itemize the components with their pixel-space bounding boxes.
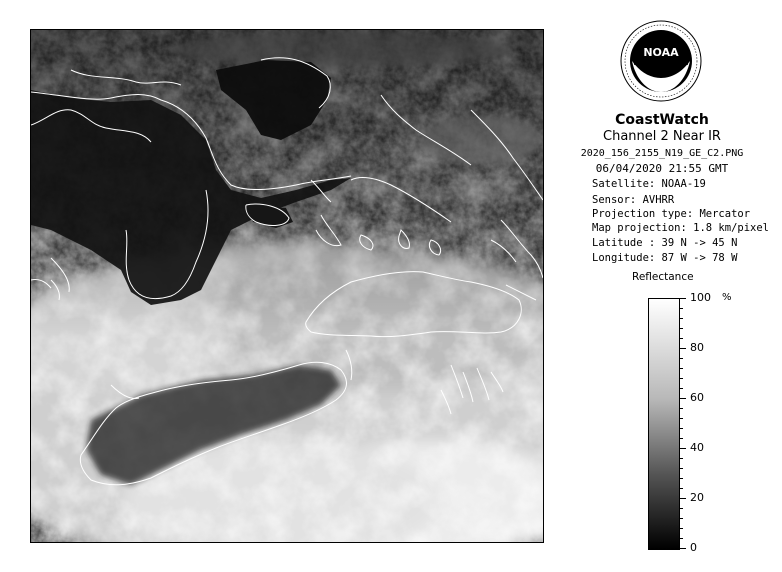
minor-tick	[680, 528, 683, 529]
minor-tick	[680, 508, 683, 509]
tick-label-20: 20	[690, 491, 704, 504]
minor-tick	[680, 338, 683, 339]
minor-tick	[680, 388, 683, 389]
tick-100	[680, 298, 686, 299]
minor-tick	[680, 428, 683, 429]
colorbar	[648, 298, 680, 550]
tick-60	[680, 398, 686, 399]
longitude-label: Longitude: 87 W -> 78 W	[592, 252, 738, 264]
minor-tick	[680, 438, 683, 439]
minor-tick	[680, 318, 683, 319]
satellite-image-svg	[31, 30, 543, 542]
brand-title: CoastWatch	[615, 112, 709, 128]
datetime-label: 06/04/2020 21:55 GMT	[595, 162, 729, 175]
minor-tick	[680, 538, 683, 539]
tick-20	[680, 498, 686, 499]
minor-tick	[680, 328, 683, 329]
filename-label: 2020_156_2155_N19_GE_C2.PNG	[580, 148, 744, 159]
minor-tick	[680, 308, 683, 309]
satellite-image	[30, 29, 544, 543]
tick-0	[680, 548, 686, 549]
tick-40	[680, 448, 686, 449]
minor-tick	[680, 408, 683, 409]
minor-tick	[680, 468, 683, 469]
tick-label-80: 80	[690, 341, 704, 354]
minor-tick	[680, 378, 683, 379]
latitude-label: Latitude : 39 N -> 45 N	[592, 237, 738, 249]
tick-80	[680, 348, 686, 349]
minor-tick	[680, 478, 683, 479]
tick-label-40: 40	[690, 441, 704, 454]
satellite-label: Satellite: NOAA-19	[592, 178, 706, 190]
tick-label-60: 60	[690, 391, 704, 404]
minor-tick	[680, 368, 683, 369]
projection-label: Projection type: Mercator	[592, 208, 751, 220]
minor-tick	[680, 418, 683, 419]
minor-tick	[680, 488, 683, 489]
minor-tick	[680, 358, 683, 359]
colorbar-title: Reflectance	[632, 271, 694, 283]
minor-tick	[680, 458, 683, 459]
noaa-logo	[620, 20, 702, 102]
sensor-label: Sensor: AVHRR	[592, 194, 675, 206]
tick-label-100: 100	[690, 291, 711, 304]
svg-text:NOAA: NOAA	[643, 46, 679, 59]
tick-label-0: 0	[690, 541, 697, 554]
colorbar-unit: %	[722, 292, 732, 303]
map-projection-label: Map projection: 1.8 km/pixel	[592, 222, 770, 234]
channel-label: Channel 2 Near IR	[603, 129, 721, 144]
noaa-logo-svg	[620, 20, 702, 102]
minor-tick	[680, 518, 683, 519]
